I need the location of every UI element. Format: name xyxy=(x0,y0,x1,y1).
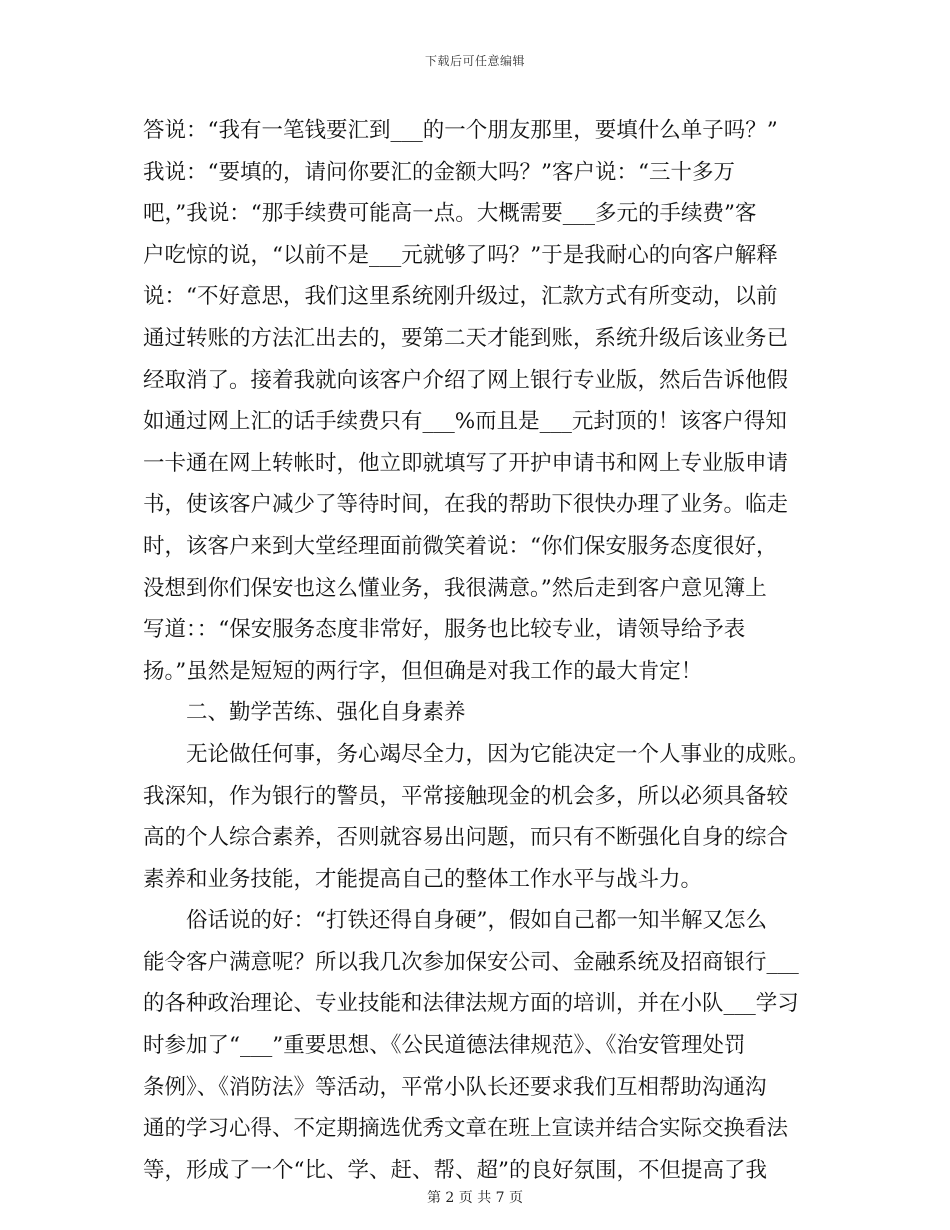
body-line: 通过转账的方法汇出去的，要第二天才能到账，系统升级后该业务已 xyxy=(143,325,789,351)
body-line: 书，使该客户减少了等待时间，在我的帮助下很快办理了业务。临走 xyxy=(143,492,789,518)
body-line: 如通过网上汇的话手续费只有___%而且是___元封顶的！该客户得知 xyxy=(143,409,787,435)
document-body xyxy=(143,110,810,1191)
body-line: 素养和业务技能，才能提高自己的整体工作水平与战斗力。 xyxy=(143,866,703,892)
section-heading: 二、勤学苦练、强化自身素养 xyxy=(143,700,466,726)
body-line: 条例》、《消防法》等活动，平常小队长还要求我们互相帮助沟通沟 xyxy=(143,1074,767,1100)
body-line: 经取消了。接着我就向该客户介绍了网上银行专业版，然后告诉他假 xyxy=(143,367,789,393)
body-line: 吧，”我说：“那手续费可能高一点。大概需要___多元的手续费”客 xyxy=(143,201,757,227)
body-line: 我深知，作为银行的警员，平常接触现金的机会多，所以必须具备较 xyxy=(143,783,789,809)
body-line: 我说：“要填的，请问你要汇的金额大吗？”客户说：“三十多万 xyxy=(143,159,735,185)
body-line: 没想到你们保安也这么懂业务，我很满意。”然后走到客户意见簿上 xyxy=(143,575,767,601)
page-header: 下载后可任意编辑 xyxy=(424,54,525,68)
body-line: 通的学习心得、不定期摘选优秀文章在班上宣读并结合实际交换看法 xyxy=(143,1116,789,1142)
body-line: 时，该客户来到大堂经理面前微笑着说：“你们保安服务态度很好， xyxy=(143,533,778,559)
body-line: 说：“不好意思，我们这里系统刚升级过，汇款方式有所变动，以前 xyxy=(143,284,778,310)
body-line: 俗话说的好：“打铁还得自身硬”，假如自己都一知半解又怎么 xyxy=(143,908,767,934)
body-line: 答说：“我有一笔钱要汇到___的一个朋友那里，要填什么单子吗？” xyxy=(143,118,778,143)
body-line: 一卡通在网上转帐时，他立即就填写了开护申请书和网上专业版申请 xyxy=(143,450,789,476)
page-number: 第 2 页 共 7 页 xyxy=(426,1190,524,1206)
body-line: 能令客户满意呢？所以我几次参加保安公司、金融系统及招商银行___ xyxy=(143,949,799,975)
body-line: 写道：：“保安服务态度非常好，服务也比较专业，请领导给予表 xyxy=(143,617,746,643)
body-line: 的各种政治理论、专业技能和法律法规方面的培训，并在小队___学习 xyxy=(143,991,799,1017)
body-line: 高的个人综合素养，否则就容易出问题，而只有不断强化自身的综合 xyxy=(143,825,789,851)
body-line: 户吃惊的说，“以前不是___元就够了吗？”于是我耐心的向客户解释 xyxy=(143,242,778,268)
body-line: 无论做任何事，务心竭尽全力，因为它能决定一个人事业的成账。 xyxy=(143,741,810,767)
body-line: 扬。”虽然是短短的两行字，但但确是对我工作的最大肯定！ xyxy=(143,658,703,684)
body-line: 时参加了“___”重要思想、《公民道德法律规范》、《治安管理处罚 xyxy=(143,1033,746,1059)
body-line: 等，形成了一个“比、学、赶、帮、超”的良好氛围，不但提高了我 xyxy=(143,1157,767,1183)
